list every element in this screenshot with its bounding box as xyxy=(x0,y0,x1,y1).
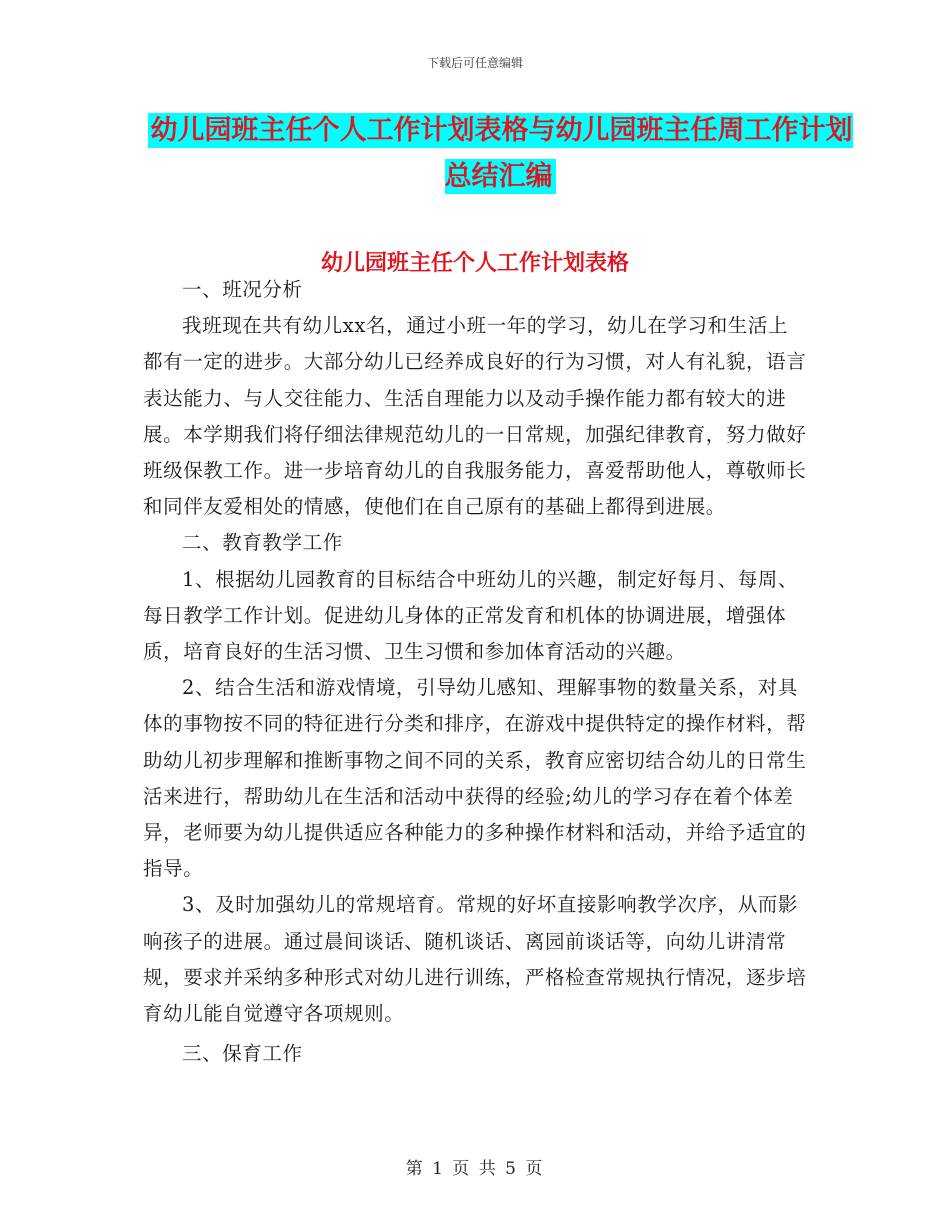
page-footer: 第 1 页 共 5 页 xyxy=(405,1159,545,1179)
document-title xyxy=(140,108,860,200)
document-title-text: 幼儿园班主任个人工作计划表格与幼儿园班主任周工作计划总结汇编 xyxy=(148,113,853,194)
paragraph-education-1: 1、根据幼儿园教育的目标结合中班幼儿的兴趣，制定好每月、每周、每日教学工作计划。促进幼儿身体的正常发育和机体的协调进展，增强体质，培育良好的生活习惯、卫生习惯和参加体育活动的兴趣。 xyxy=(143,567,799,664)
heading-education-work: 二、教育教学工作 xyxy=(182,531,343,555)
paragraph-education-3: 3、及时加强幼儿的常规培育。常规的好坏直接影响教学次序，从而影响孩子的进展。通过晨间谈话、随机谈话、离园前谈话等，向幼儿讲清常规，要求并采纳多种形式对幼儿进行训练，严格检查常规执行情况，逐步培育幼儿能自觉遵守各项规则。 xyxy=(143,893,807,1026)
heading-class-analysis: 一、班况分析 xyxy=(182,278,303,301)
heading-care-work: 三、保育工作 xyxy=(182,1042,303,1066)
section-title: 幼儿园班主任个人工作计划表格 xyxy=(320,251,629,276)
paragraph-class-analysis: 我班现在共有幼儿xx名，通过小班一年的学习，幼儿在学习和生活上都有一定的进步。大部分幼儿已经养成良好的行为习惯，对人有礼貌，语言表达能力、与人交往能力、生活自理能力以及动手操作能力都有较大的进展。本学期我们将仔细法律规范幼儿的一日常规，加强纪律教育，努力做好班级保教工作。进一步培育幼儿的自我服务能力，喜爱帮助他人，尊敬师长和同伴友爱相处的情感，使他们在自己原有的基础上都得到进展。 xyxy=(143,314,807,519)
paragraph-education-2: 2、结合生活和游戏情境，引导幼儿感知、理解事物的数量关系，对具体的事物按不同的特征进行分类和排序，在游戏中提供特定的操作材料，帮助幼儿初步理解和推断事物之间不同的关系，教育应密切结合幼儿的日常生活来进行，帮助幼儿在生活和活动中获得的经验;幼儿的学习存在着个体差异，老师要为幼儿提供适应各种能力的多种操作材料和活动，并给予适宜的指导。 xyxy=(143,676,807,881)
document-body xyxy=(143,272,808,1072)
header-note: 下载后可任意编辑 xyxy=(426,56,523,70)
